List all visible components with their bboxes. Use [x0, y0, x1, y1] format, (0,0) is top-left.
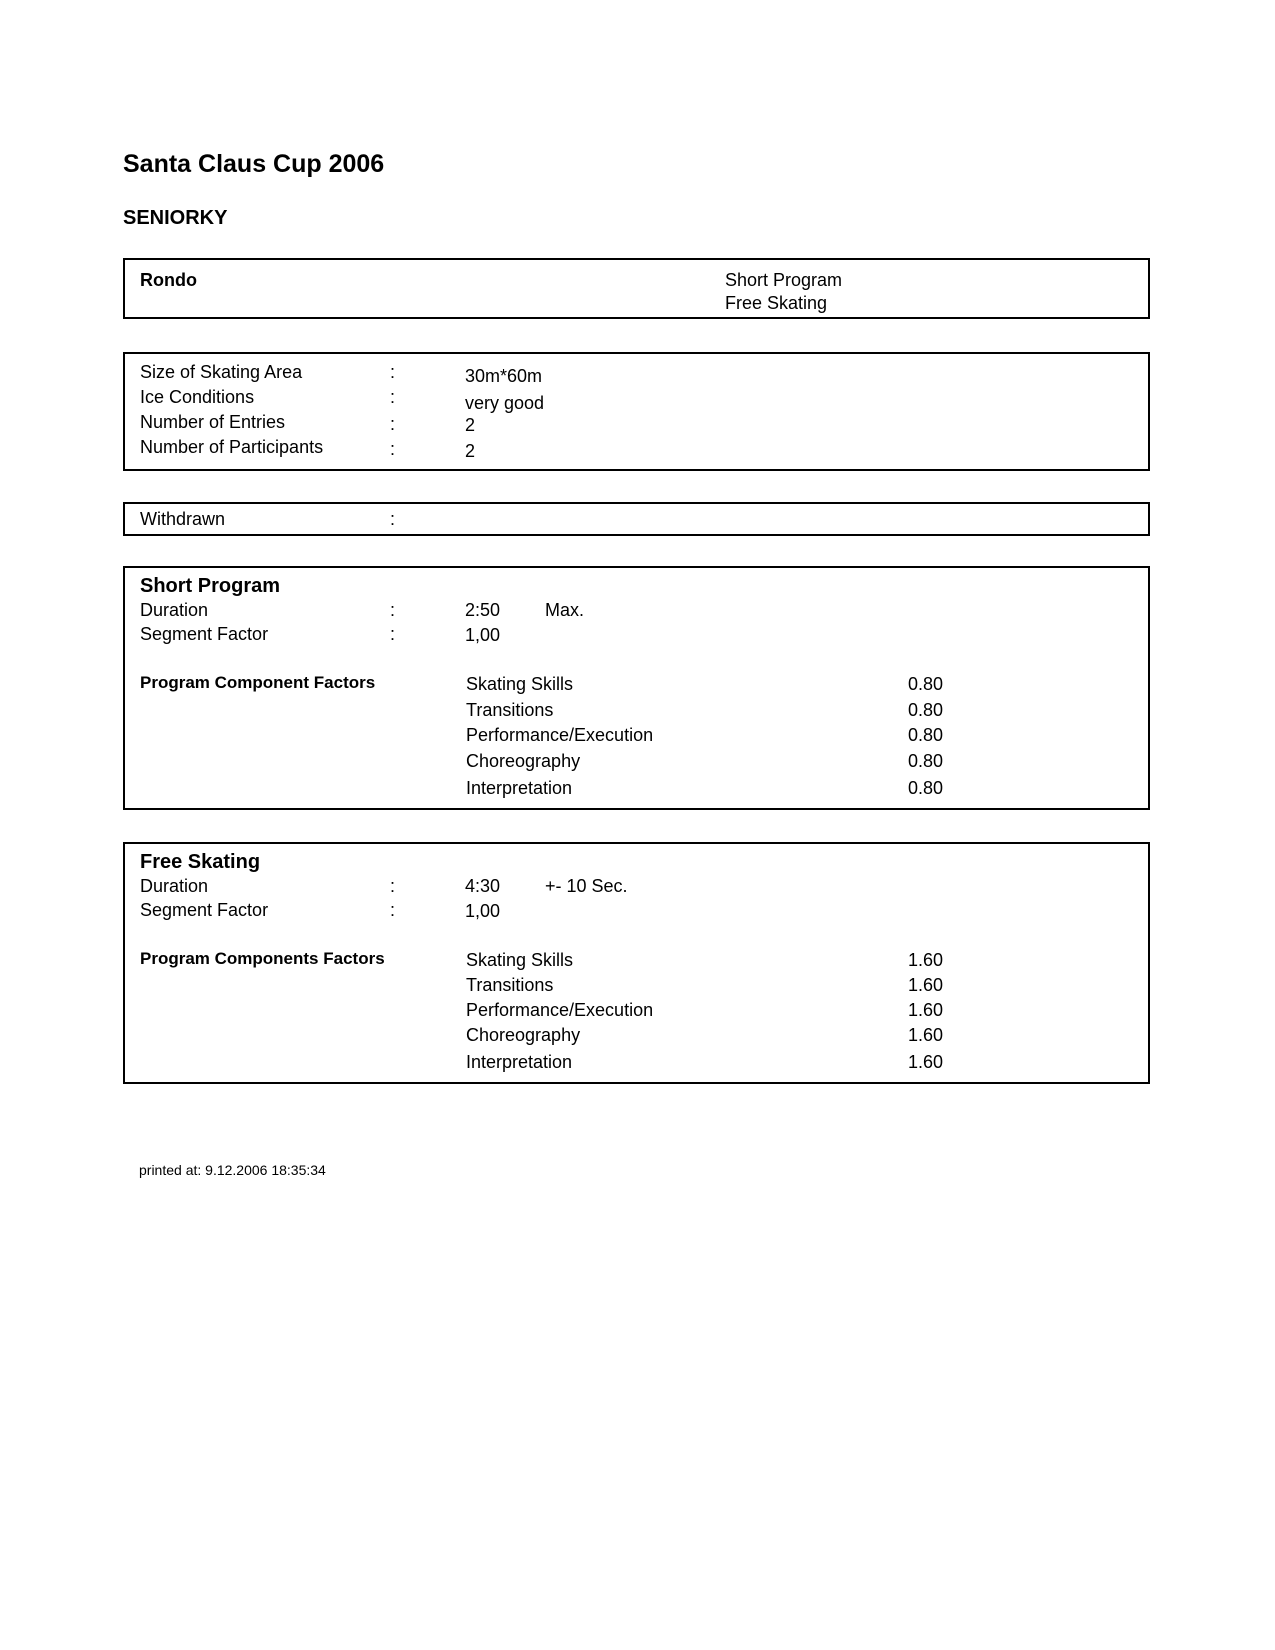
info-value: 30m*60m: [465, 366, 543, 386]
withdrawn-label: Withdrawn: [140, 509, 226, 529]
component-name: Transitions: [466, 975, 554, 995]
duration-label: Duration: [140, 876, 209, 896]
component-name: Choreography: [466, 751, 581, 771]
free-skating-box: [123, 842, 1150, 1084]
segment-factor-separator: :: [390, 624, 396, 644]
duration-value: 2:50: [465, 600, 501, 620]
component-name: Skating Skills: [466, 950, 574, 970]
scoring-system-box: [123, 258, 1150, 319]
segment-factor-label: Segment Factor: [140, 900, 269, 920]
segment-factor-separator: :: [390, 900, 396, 920]
component-factor: 1.60: [908, 1000, 944, 1020]
duration-value: 4:30: [465, 876, 501, 896]
duration-note: Max.: [545, 600, 585, 620]
printed-timestamp: printed at: 9.12.2006 18:35:34: [139, 1162, 326, 1178]
page-title: Santa Claus Cup 2006: [123, 150, 385, 178]
info-separator: :: [390, 362, 396, 382]
component-factor: 0.80: [908, 751, 944, 771]
system-name: Rondo: [140, 270, 197, 290]
short-program-heading: Short Program: [140, 575, 281, 597]
component-factor: 0.80: [908, 725, 944, 745]
component-factor: 1.60: [908, 975, 944, 995]
component-name: Interpretation: [466, 1052, 573, 1072]
free-skating-heading: Free Skating: [140, 851, 261, 873]
info-value: 2: [465, 415, 476, 435]
component-name: Skating Skills: [466, 674, 574, 694]
component-factors-label: Program Components Factors: [140, 949, 385, 968]
withdrawn-box: [123, 502, 1150, 536]
withdrawn-separator: :: [390, 509, 396, 529]
component-name: Performance/Execution: [466, 725, 654, 745]
short-program-box: [123, 566, 1150, 810]
duration-separator: :: [390, 600, 396, 620]
info-label: Number of Participants: [140, 437, 324, 457]
component-factor: 0.80: [908, 778, 944, 798]
segment-factor-value: 1,00: [465, 901, 501, 921]
duration-label: Duration: [140, 600, 209, 620]
component-factor: 0.80: [908, 700, 944, 720]
segment-short-program: Short Program: [725, 270, 843, 290]
segment-factor-value: 1,00: [465, 625, 501, 645]
info-separator: :: [390, 439, 396, 459]
duration-note: +- 10 Sec.: [545, 876, 628, 896]
info-separator: :: [390, 387, 396, 407]
info-label: Ice Conditions: [140, 387, 255, 407]
info-label: Size of Skating Area: [140, 362, 303, 382]
component-factors-label: Program Component Factors: [140, 673, 376, 692]
duration-separator: :: [390, 876, 396, 896]
category-title: SENIORKY: [123, 207, 228, 229]
component-factor: 0.80: [908, 674, 944, 694]
component-name: Performance/Execution: [466, 1000, 654, 1020]
info-value: very good: [465, 393, 545, 413]
component-name: Choreography: [466, 1025, 581, 1045]
info-value: 2: [465, 441, 476, 461]
info-label: Number of Entries: [140, 412, 286, 432]
event-info-box: [123, 352, 1150, 471]
component-factor: 1.60: [908, 1025, 944, 1045]
segment-factor-label: Segment Factor: [140, 624, 269, 644]
component-name: Transitions: [466, 700, 554, 720]
segment-free-skating: Free Skating: [725, 293, 828, 313]
component-name: Interpretation: [466, 778, 573, 798]
component-factor: 1.60: [908, 950, 944, 970]
component-factor: 1.60: [908, 1052, 944, 1072]
info-separator: :: [390, 414, 396, 434]
